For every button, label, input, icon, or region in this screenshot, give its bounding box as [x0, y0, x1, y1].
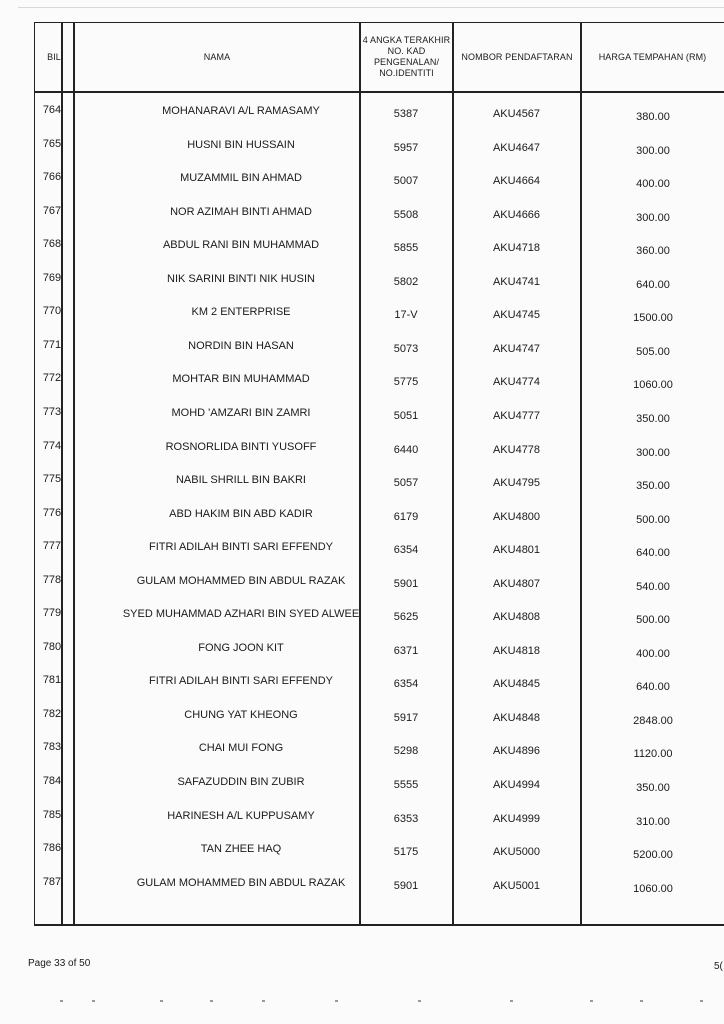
row-booking-price: 500.00: [636, 513, 670, 526]
row-nama: FITRI ADILAH BINTI SARI EFFENDY: [149, 675, 333, 688]
row-nama: HUSNI BIN HUSSAIN: [187, 138, 295, 151]
row-booking-price: 540.00: [636, 580, 670, 593]
table-row: [34, 735, 724, 769]
row-bil: 774: [42, 439, 62, 452]
row-registration-number: AKU4795: [492, 477, 541, 490]
table-row: [34, 232, 724, 266]
row-ic-last4: 6354: [393, 678, 419, 691]
row-booking-price: 350.00: [636, 412, 670, 425]
row-booking-price: 350.00: [636, 480, 670, 493]
row-registration-number: AKU4845: [492, 678, 541, 691]
table-row: [34, 668, 724, 702]
row-ic-last4: 5073: [393, 342, 419, 355]
header-harga: HARGA TEMPAHAN (RM): [598, 51, 707, 62]
table-row: [34, 434, 724, 468]
row-nama: MOHTAR BIN MUHAMMAD: [172, 373, 310, 386]
top-border: [18, 7, 724, 8]
table-row: [34, 366, 724, 400]
row-bil: 778: [42, 573, 62, 586]
header-ic-line: NO.IDENTITI: [379, 68, 434, 78]
row-nama: SYED MUHAMMAD AZHARI BIN SYED ALWEE: [122, 608, 360, 621]
row-booking-price: 300.00: [636, 211, 670, 224]
table-row: [34, 635, 724, 669]
row-nama: NIK SARINI BINTI NIK HUSIN: [167, 272, 315, 285]
row-bil: 775: [42, 473, 62, 486]
row-bil: 786: [42, 842, 62, 855]
row-nama: GULAM MOHAMMED BIN ABDUL RAZAK: [136, 574, 346, 587]
row-nama: ROSNORLIDA BINTI YUSOFF: [165, 440, 317, 453]
row-registration-number: AKU4664: [492, 175, 541, 188]
row-nama: SAFAZUDDIN BIN ZUBIR: [177, 776, 305, 788]
row-ic-last4: 5775: [393, 376, 419, 389]
row-bil: 771: [42, 338, 62, 351]
row-bil: 769: [42, 271, 62, 284]
row-ic-last4: 5298: [393, 745, 419, 758]
table-row: [34, 266, 724, 300]
table-row: [34, 165, 724, 199]
table-row: [34, 333, 724, 367]
row-registration-number: AKU4999: [492, 812, 541, 825]
row-ic-last4: 5917: [393, 711, 419, 724]
table-row: [34, 400, 724, 434]
row-booking-price: 400.00: [636, 178, 670, 191]
table-row: [34, 467, 724, 501]
row-booking-price: 1500.00: [633, 312, 673, 325]
row-registration-number: AKU5000: [492, 846, 541, 859]
header-nombor: NOMBOR PENDAFTARAN: [461, 51, 573, 62]
row-registration-number: AKU4745: [492, 309, 541, 322]
row-nama: ABD HAKIM BIN ABD KADIR: [169, 507, 313, 520]
row-booking-price: 2848.00: [633, 714, 673, 727]
row-nama: NORDIN BIN HASAN: [188, 339, 294, 352]
row-booking-price: 640.00: [636, 547, 670, 560]
row-bil: 767: [42, 204, 62, 217]
table-row: [34, 836, 724, 870]
row-nama: FITRI ADILAH BINTI SARI EFFENDY: [149, 541, 333, 554]
row-registration-number: AKU4777: [492, 409, 541, 422]
row-bil: 783: [42, 741, 62, 754]
row-booking-price: 310.00: [636, 815, 670, 828]
row-ic-last4: 17-V: [394, 309, 418, 322]
table-row: [34, 98, 724, 132]
table-bottom-border: [34, 924, 724, 926]
row-bil: 776: [42, 506, 62, 519]
row-ic-last4: 6179: [393, 510, 419, 523]
row-bil: 777: [42, 540, 62, 553]
row-booking-price: 300.00: [636, 144, 670, 157]
row-booking-price: 640.00: [636, 278, 670, 291]
row-booking-price: 1060.00: [633, 379, 673, 392]
row-nama: MOHANARAVI A/L RAMASAMY: [162, 105, 320, 117]
row-booking-price: 350.00: [636, 782, 670, 794]
row-bil: 764: [42, 104, 62, 116]
table-row: [34, 769, 724, 803]
table-row: [34, 803, 724, 837]
row-bil: 765: [42, 137, 62, 150]
row-bil: 770: [42, 305, 62, 318]
row-registration-number: AKU4800: [492, 510, 541, 523]
row-booking-price: 640.00: [636, 681, 670, 694]
table-row: [34, 870, 724, 904]
row-ic-last4: 5802: [393, 275, 419, 288]
header-ic-line: PENGENALAN/: [373, 57, 440, 67]
row-registration-number: AKU4807: [492, 577, 541, 590]
row-registration-number: AKU4718: [492, 242, 541, 255]
row-bil: 780: [42, 640, 62, 653]
header-ic-line: NO. KAD: [387, 46, 426, 56]
row-bil: 766: [42, 171, 62, 184]
row-ic-last4: 5855: [393, 242, 419, 255]
row-registration-number: AKU4778: [492, 443, 541, 456]
row-ic-last4: 5057: [393, 477, 419, 490]
row-nama: ABDUL RANI BIN MUHAMMAD: [162, 239, 320, 252]
row-nama: TAN ZHEE HAQ: [200, 843, 282, 856]
row-nama: MUZAMMIL BIN AHMAD: [180, 172, 302, 185]
row-nama: CHAI MUI FONG: [198, 742, 284, 755]
row-bil: 784: [42, 775, 62, 787]
row-booking-price: 1060.00: [633, 882, 673, 895]
table-row: [34, 534, 724, 568]
row-nama: MOHD 'AMZARI BIN ZAMRI: [171, 406, 311, 419]
row-ic-last4: 5555: [393, 779, 419, 791]
page-number: Page 33 of 50: [28, 958, 91, 969]
table-row: [34, 299, 724, 333]
row-nama: CHUNG YAT KHEONG: [184, 708, 298, 721]
row-nama: HARINESH A/L KUPPUSAMY: [167, 809, 315, 822]
row-ic-last4: 5901: [393, 879, 419, 892]
row-registration-number: AKU4647: [492, 141, 541, 154]
table-row: [34, 501, 724, 535]
row-registration-number: AKU4994: [492, 779, 541, 791]
row-bil: 781: [42, 674, 62, 687]
row-nama: KM 2 ENTERPRISE: [191, 306, 291, 319]
row-ic-last4: 6354: [393, 544, 419, 557]
table-row: [34, 199, 724, 233]
header-nama: NAMA: [203, 51, 231, 62]
row-bil: 779: [42, 607, 62, 620]
row-registration-number: AKU4666: [492, 208, 541, 221]
header-bil: BIL: [47, 51, 61, 62]
row-booking-price: 400.00: [636, 647, 670, 660]
row-booking-price: 1120.00: [633, 748, 673, 761]
row-bil: 772: [42, 372, 62, 385]
row-nama: NOR AZIMAH BINTI AHMAD: [170, 205, 312, 218]
table-row: [34, 132, 724, 166]
row-booking-price: 505.00: [636, 345, 670, 358]
row-booking-price: 360.00: [636, 245, 670, 258]
row-nama: GULAM MOHAMMED BIN ABDUL RAZAK: [136, 876, 346, 889]
row-booking-price: 500.00: [636, 614, 670, 627]
row-bil: 787: [42, 875, 62, 888]
row-registration-number: AKU4567: [492, 108, 541, 120]
row-registration-number: AKU4848: [492, 711, 541, 724]
scan-artifacts: [0, 1000, 724, 1008]
row-ic-last4: 5387: [393, 108, 419, 120]
row-ic-last4: 5957: [393, 141, 419, 154]
page-edge-mark: 5(: [714, 961, 723, 972]
row-booking-price: 300.00: [636, 446, 670, 459]
row-registration-number: AKU4741: [492, 275, 541, 288]
row-registration-number: AKU5001: [492, 879, 541, 892]
table-row: [34, 568, 724, 602]
row-bil: 782: [42, 707, 62, 720]
header-ic: [360, 22, 453, 92]
row-ic-last4: 5007: [393, 175, 419, 188]
row-ic-last4: 5625: [393, 611, 419, 624]
row-ic-last4: 6353: [393, 812, 419, 825]
table-row: [34, 601, 724, 635]
row-registration-number: AKU4801: [492, 544, 541, 557]
row-booking-price: 5200.00: [633, 849, 673, 862]
row-registration-number: AKU4774: [492, 376, 541, 389]
row-registration-number: AKU4747: [492, 342, 541, 355]
row-nama: NABIL SHRILL BIN BAKRI: [175, 474, 306, 487]
row-nama: FONG JOON KIT: [198, 641, 284, 654]
row-ic-last4: 5901: [393, 577, 419, 590]
row-registration-number: AKU4896: [492, 745, 541, 758]
row-registration-number: AKU4818: [492, 644, 541, 657]
row-bil: 773: [42, 405, 62, 418]
header-ic-line: 4 ANGKA TERAKHIR: [362, 35, 451, 45]
row-ic-last4: 5508: [393, 208, 419, 221]
row-ic-last4: 5051: [393, 409, 419, 422]
row-ic-last4: 6440: [393, 443, 419, 456]
row-booking-price: 380.00: [636, 111, 670, 123]
table-row: [34, 702, 724, 736]
row-ic-last4: 5175: [393, 846, 419, 859]
row-ic-last4: 6371: [393, 644, 419, 657]
row-bil: 785: [42, 808, 62, 821]
row-bil: 768: [42, 238, 62, 251]
row-registration-number: AKU4808: [492, 611, 541, 624]
